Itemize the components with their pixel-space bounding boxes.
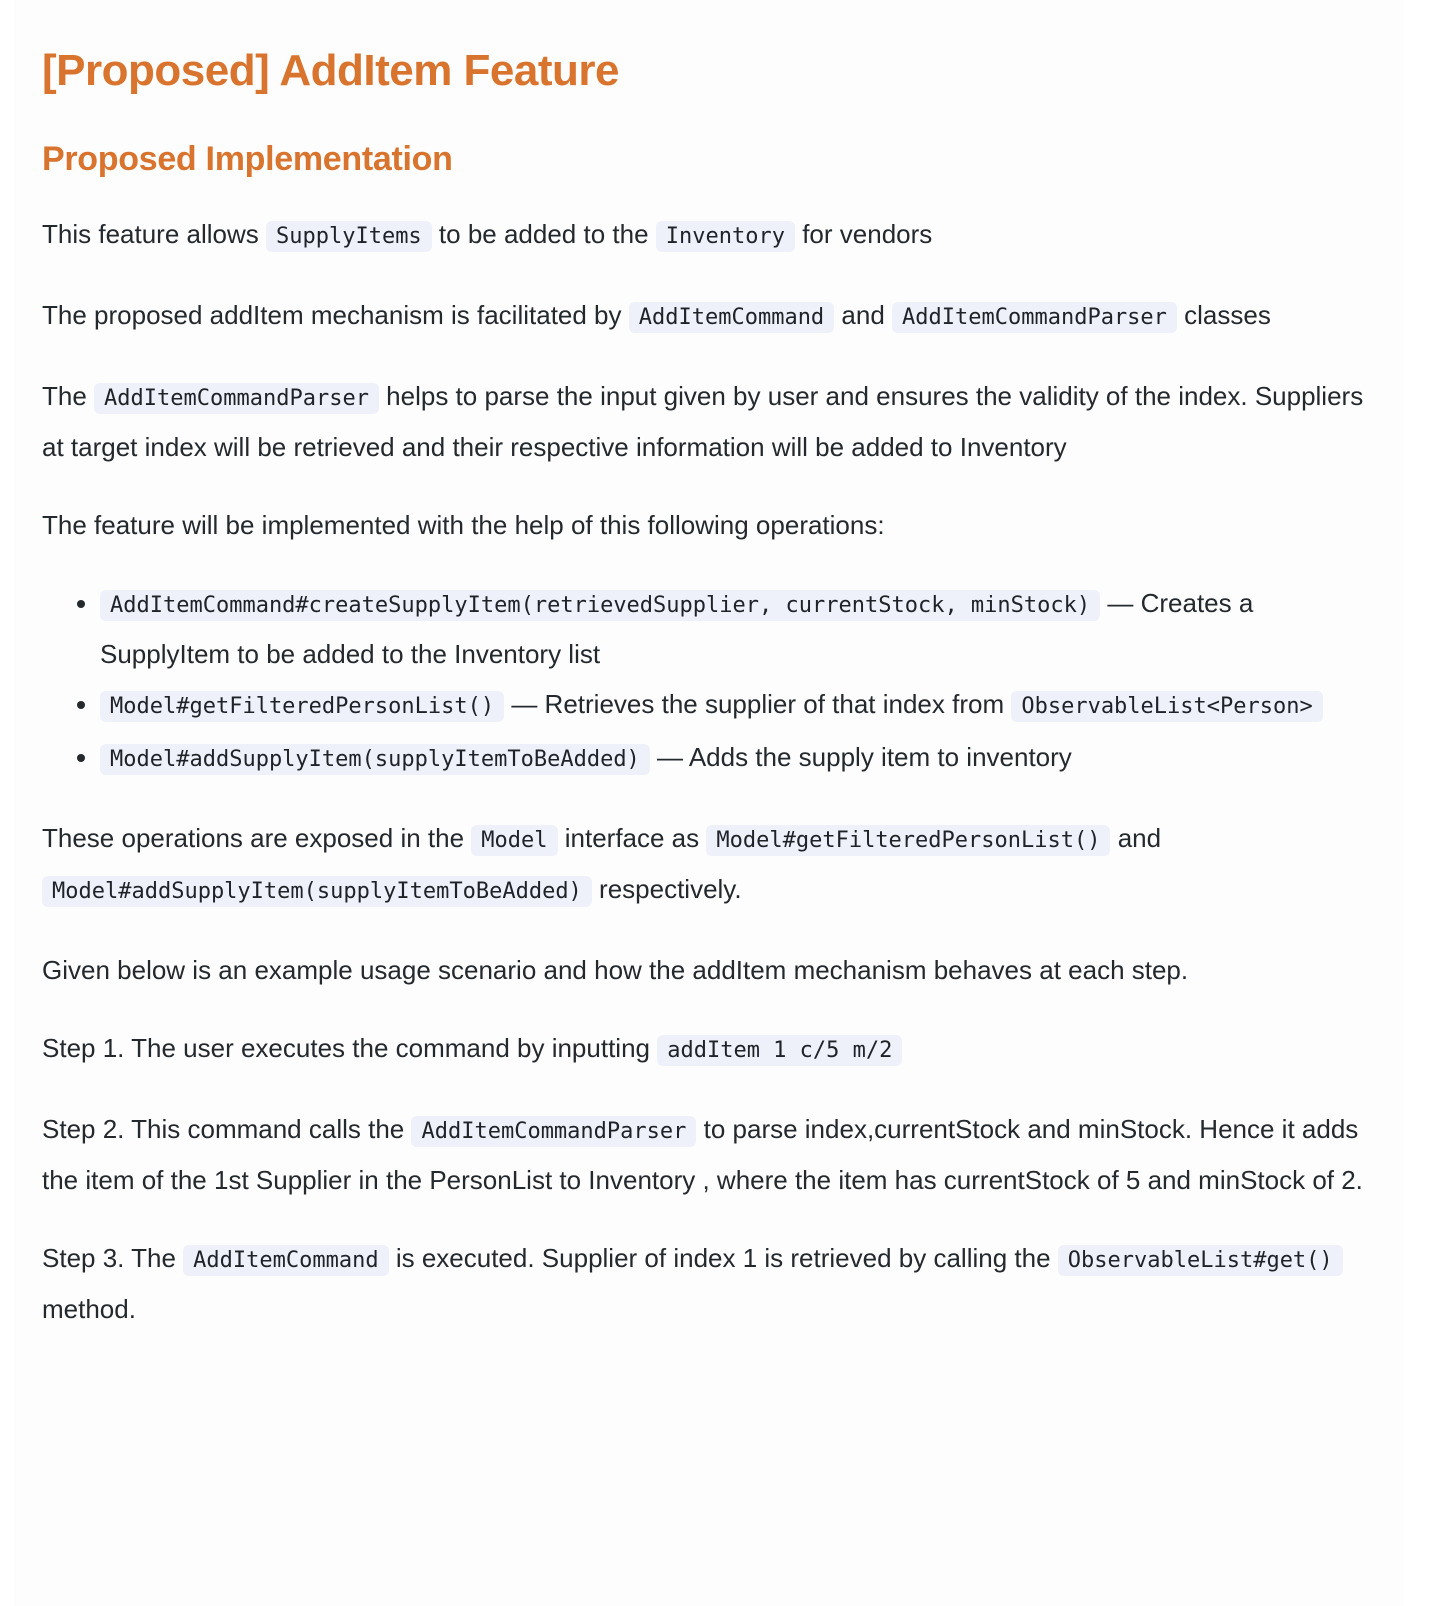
inline-code: ObservableList#get() [1058, 1245, 1343, 1276]
inline-code: Model#addSupplyItem(supplyItemToBeAdded) [100, 744, 650, 775]
step-2: Step 2. This command calls the AddItemCommandParser to parse index,currentStock and minStock. Hence it adds the item of the 1st Supplier in the PersonList to Inventory , where the item has currentStock of 5 and minStock of 2. [42, 1114, 1363, 1196]
operations-intro: The feature will be implemented with the help of this following operations: [42, 510, 885, 541]
inline-code: AddItemCommand [629, 302, 834, 333]
parser-paragraph: The AddItemCommandParser helps to parse the input given by user and ensures the validity of the index. Suppliers at target index will be retrieved and their respective information will be added to Inventory [42, 381, 1364, 463]
inline-code: AddItemCommand#createSupplyItem(retrievedSupplier, currentStock, minStock) [100, 590, 1100, 621]
inline-code: addItem 1 c/5 m/2 [657, 1035, 902, 1066]
inline-code: AddItemCommandParser [94, 383, 379, 414]
mechanism-paragraph: The proposed addItem mechanism is facilitated by AddItemCommand and AddItemCommandParser classes [42, 291, 1390, 342]
inline-code: AddItemCommand [183, 1245, 388, 1276]
step-3: Step 3. The AddItemCommand is executed. Supplier of index 1 is retrieved by calling the ObservableList#get() method. [42, 1234, 1390, 1333]
section-heading: Proposed Implementation [42, 139, 453, 178]
step-1: Step 1. The user executes the command by inputting addItem 1 c/5 m/2 [42, 1024, 1390, 1075]
feature-summary: This feature allows SupplyItems to be added to the Inventory for vendors [42, 210, 1390, 261]
inline-code: ObservableList<Person> [1011, 691, 1322, 722]
inline-code: Model [471, 825, 557, 856]
document-body [42, 210, 1390, 1333]
inline-code: Model#getFilteredPersonList() [706, 825, 1110, 856]
inline-code: Model#addSupplyItem(supplyItemToBeAdded) [42, 876, 592, 907]
inline-code: SupplyItems [266, 221, 432, 252]
inline-code: Model#getFilteredPersonList() [100, 691, 504, 722]
operations-list [42, 579, 1372, 784]
usage-scenario-intro: Given below is an example usage scenario and how the addItem mechanism behaves at each step. [42, 955, 1189, 986]
document-page [14, 0, 1404, 1606]
list-item: • AddItemCommand#createSupplyItem(retrievedSupplier, currentStock, minStock) — Creates a SupplyItem to be added to the Inventory list [100, 579, 1372, 678]
inline-code: AddItemCommandParser [411, 1116, 696, 1147]
inline-code: Inventory [656, 221, 795, 252]
inline-code: AddItemCommandParser [892, 302, 1177, 333]
list-item: • Model#getFilteredPersonList() — Retrieves the supplier of that index from ObservableList<Person> [100, 680, 1372, 731]
list-item: • Model#addSupplyItem(supplyItemToBeAdded) — Adds the supply item to inventory [100, 733, 1372, 784]
model-interface-paragraph: These operations are exposed in the Model interface as Model#getFilteredPersonList() and Model#addSupplyItem(supplyItemToBeAdded) respectively. [42, 814, 1390, 916]
page-title: [Proposed] AddItem Feature [42, 46, 619, 95]
